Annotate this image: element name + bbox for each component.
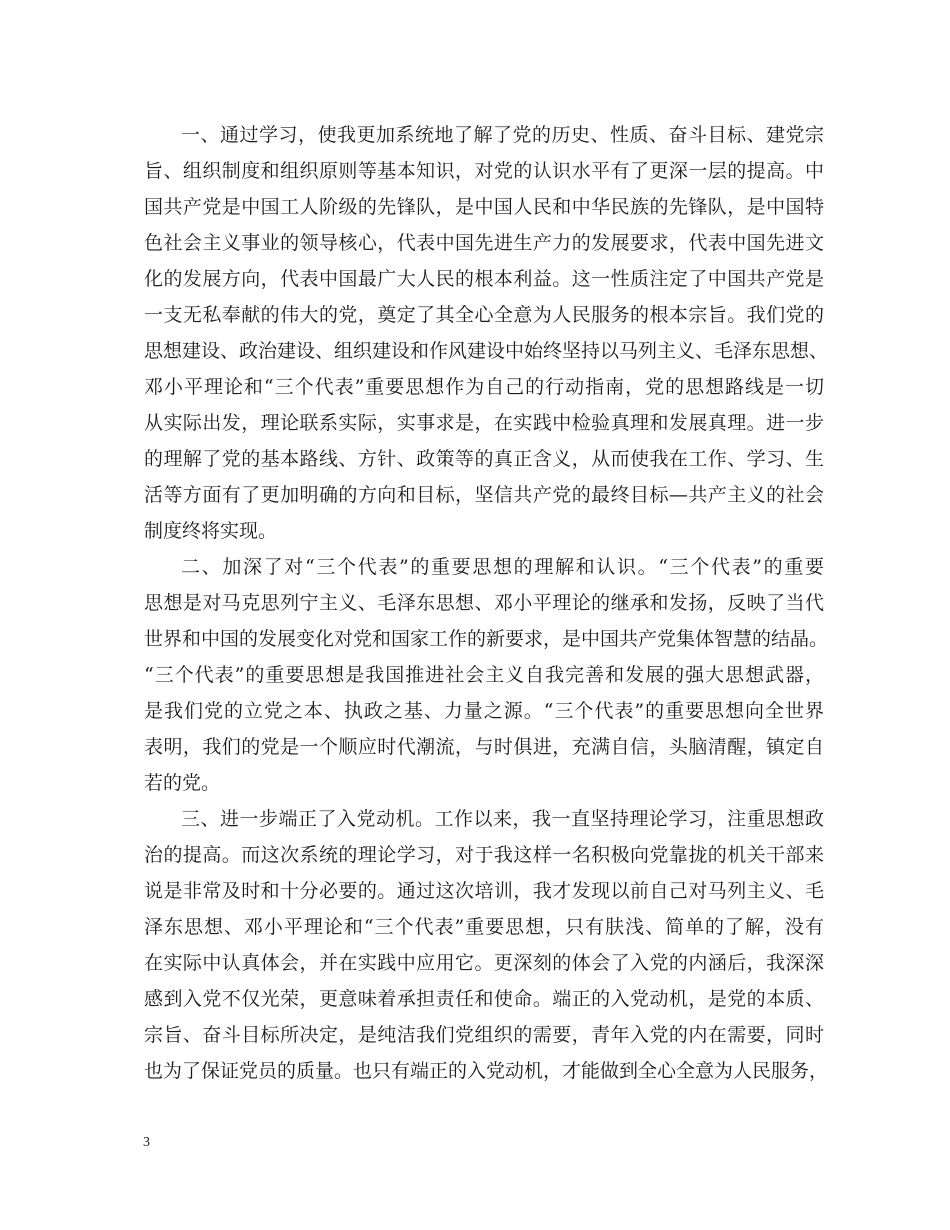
paragraph-1-line-4: 色社会主义事业的领导核心，代表中国先进生产力的发展要求，代表中国先进文 (144, 232, 824, 254)
paragraph-3-line-7: 宗旨、奋斗目标所决定，是纯洁我们党组织的需要，青年入党的内在需要，同时 (144, 1024, 824, 1046)
paragraph-2-line-3: 世界和中国的发展变化对党和国家工作的新要求，是中国共产党集体智慧的结晶。 (144, 628, 829, 650)
paragraph-1-line-2: 旨、组织制度和组织原则等基本知识，对党的认识水平有了更深一层的提高。中 (144, 160, 824, 182)
paragraph-2-line-2: 思想是对马克思列宁主义、毛泽东思想、邓小平理论的继承和发扬，反映了当代 (144, 592, 824, 614)
paragraph-1-line-7: 思想建设、政治建设、组织建设和作风建设中始终坚持以马列主义、毛泽东思想、 (144, 340, 829, 362)
paragraph-3-line-6: 感到入党不仅光荣，更意味着承担责任和使命。端正的入党动机，是党的本质、 (144, 988, 824, 1010)
paragraph-3-line-3: 说是非常及时和十分必要的。通过这次培训，我才发现以前自己对马列主义、毛 (144, 880, 824, 902)
paragraph-1-line-11: 活等方面有了更加明确的方向和目标，坚信共产党的最终目标—共产主义的社会 (144, 484, 824, 506)
paragraph-1-line-5: 化的发展方向，代表中国最广大人民的根本利益。这一性质注定了中国共产党是 (144, 268, 824, 290)
paragraph-1-line-8: 邓小平理论和“三个代表”重要思想作为自己的行动指南，党的思想路线是一切 (144, 376, 824, 398)
paragraph-2-line-4: “三个代表”的重要思想是我国推进社会主义自我完善和发展的强大思想武器， (144, 664, 824, 686)
paragraph-1-line-3: 国共产党是中国工人阶级的先锋队，是中国人民和中华民族的先锋队，是中国特 (144, 196, 824, 218)
paragraph-3-line-5: 在实际中认真体会，并在实践中应用它。更深刻的体会了入党的内涵后，我深深 (144, 952, 824, 974)
paragraph-3-line-8: 也为了保证党员的质量。也只有端正的入党动机，才能做到全心全意为人民服务， (144, 1060, 829, 1082)
paragraph-2-line-5: 是我们党的立党之本、执政之基、力量之源。“三个代表”的重要思想向全世界 (144, 700, 824, 722)
page-number: 3 (143, 1135, 150, 1150)
paragraph-3-line-2: 治的提高。而这次系统的理论学习，对于我这样一名积极向党靠拢的机关干部来 (144, 844, 824, 866)
paragraph-2-line-7: 若的党。 (144, 772, 221, 794)
paragraph-1-line-10: 的理解了党的基本路线、方针、政策等的真正含义，从而使我在工作、学习、生 (144, 448, 824, 470)
paragraph-1-line-1: 一、通过学习，使我更加系统地了解了党的历史、性质、奋斗目标、建党宗 (181, 124, 824, 146)
paragraph-1-line-9: 从实际出发，理论联系实际，实事求是，在实践中检验真理和发展真理。进一步 (144, 412, 824, 434)
paragraph-3-line-4: 泽东思想、邓小平理论和“三个代表”重要思想，只有肤浅、简单的了解，没有 (144, 916, 824, 938)
paragraph-2-line-6: 表明，我们的党是一个顺应时代潮流，与时俱进，充满自信，头脑清醒，镇定自 (144, 736, 824, 758)
paragraph-1-line-6: 一支无私奉献的伟大的党，奠定了其全心全意为人民服务的根本宗旨。我们党的 (144, 304, 824, 326)
paragraph-2-line-1: 二、加深了对“三个代表”的重要思想的理解和认识。“三个代表”的重要 (181, 556, 824, 578)
paragraph-1-line-12: 制度终将实现。 (144, 520, 278, 542)
paragraph-3-line-1: 三、进一步端正了入党动机。工作以来，我一直坚持理论学习，注重思想政 (181, 808, 824, 830)
